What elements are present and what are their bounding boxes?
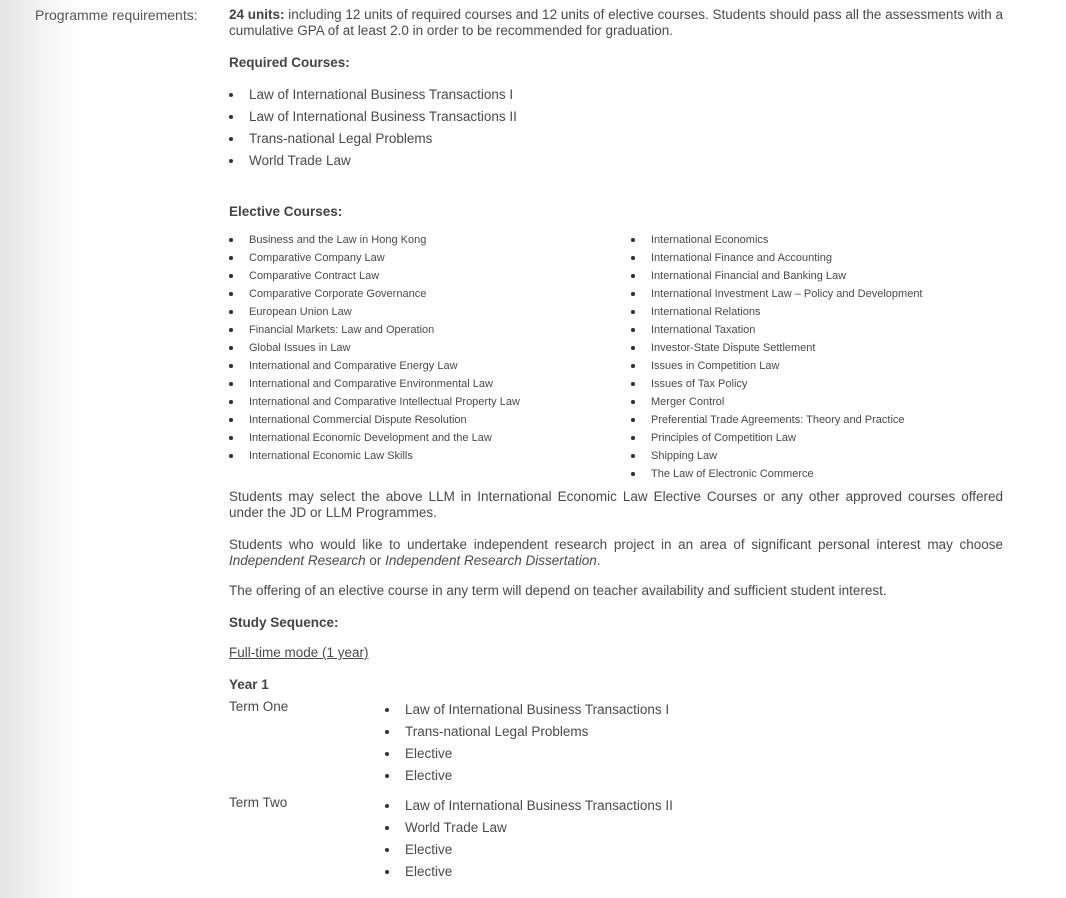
independent-research-dissertation-term: Independent Research Dissertation — [385, 553, 597, 568]
elective-courses-heading: Elective Courses: — [229, 204, 343, 219]
list-item: International Commercial Dispute Resolution — [229, 411, 520, 429]
list-item: World Trade Law — [385, 817, 1003, 839]
list-item: Issues of Tax Policy — [631, 375, 923, 393]
list-item: Elective — [385, 861, 1003, 883]
list-item: European Union Law — [229, 303, 520, 321]
list-item: Law of International Business Transactions II — [385, 795, 1003, 817]
list-item: International Economic Law Skills — [229, 447, 520, 465]
list-item: Global Issues in Law — [229, 339, 520, 357]
list-item: Shipping Law — [631, 447, 923, 465]
programme-requirements-label: Programme requirements: — [35, 7, 198, 23]
intro-text: including 12 units of required courses and 12 units of elective courses. Students should pass all the assessments with a cumulative GPA of at least 2.0 in order to be recommended for graduation. — [229, 7, 1003, 38]
elective-list-left — [229, 231, 520, 465]
term-two-row — [229, 795, 1003, 883]
or-text: or — [365, 553, 386, 568]
approved-courses-paragraph: Students may select the above LLM in International Economic Law Elective Courses or any other approved courses offered under the JD or LLM Programmes. — [229, 489, 1003, 520]
list-item: International Financial and Banking Law — [631, 267, 923, 285]
independent-research-paragraph — [229, 537, 1003, 569]
year-1-heading: Year 1 — [229, 677, 269, 692]
list-item: World Trade Law — [229, 150, 1003, 172]
required-courses-list — [229, 84, 1003, 172]
elective-list-right — [631, 231, 923, 483]
full-time-mode-link: Full-time mode (1 year) — [229, 645, 369, 660]
term-one-list — [385, 699, 1003, 787]
list-item: Issues in Competition Law — [631, 357, 923, 375]
list-item: Elective — [385, 839, 1003, 861]
list-item: Trans-national Legal Problems — [229, 128, 1003, 150]
list-item: International Economic Development and the Law — [229, 429, 520, 447]
list-item: Principles of Competition Law — [631, 429, 923, 447]
study-sequence-heading: Study Sequence: — [229, 615, 339, 630]
list-item: Comparative Company Law — [229, 249, 520, 267]
list-item: Merger Control — [631, 393, 923, 411]
list-item: Elective — [385, 743, 1003, 765]
left-margin-shade — [0, 0, 80, 898]
list-item: International and Comparative Energy Law — [229, 357, 520, 375]
list-item: Elective — [385, 765, 1003, 787]
list-item: Financial Markets: Law and Operation — [229, 321, 520, 339]
main-content — [229, 7, 1003, 883]
term-two-list — [385, 795, 1003, 883]
list-item: Law of International Business Transactions I — [229, 84, 1003, 106]
units-bold: 24 units: — [229, 7, 285, 22]
list-item: International Relations — [631, 303, 923, 321]
list-item: Law of International Business Transactions I — [385, 699, 1003, 721]
list-item: Trans-national Legal Problems — [385, 721, 1003, 743]
list-item: International Investment Law – Policy and Development — [631, 285, 923, 303]
independent-research-term: Independent Research — [229, 553, 366, 568]
term-one-label: Term One — [229, 699, 289, 714]
research-text: Students who would like to undertake independent research project in an area of significant personal interest may choose — [229, 537, 1003, 552]
term-two-label: Term Two — [229, 795, 288, 810]
list-item: Comparative Corporate Governance — [229, 285, 520, 303]
period-text: . — [596, 553, 601, 568]
list-item: Law of International Business Transactions II — [229, 106, 1003, 128]
list-item: International Finance and Accounting — [631, 249, 923, 267]
list-item: International and Comparative Intellectual Property Law — [229, 393, 520, 411]
list-item: International and Comparative Environmental Law — [229, 375, 520, 393]
list-item: The Law of Electronic Commerce — [631, 465, 923, 483]
elective-courses-columns — [229, 231, 1003, 483]
list-item: Investor-State Dispute Settlement — [631, 339, 923, 357]
offering-paragraph: The offering of an elective course in any term will depend on teacher availability and sufficient student interest. — [229, 583, 887, 598]
term-one-row — [229, 699, 1003, 787]
required-courses-heading: Required Courses: — [229, 55, 350, 70]
list-item: Comparative Contract Law — [229, 267, 520, 285]
list-item: International Economics — [631, 231, 923, 249]
list-item: Preferential Trade Agreements: Theory and Practice — [631, 411, 923, 429]
intro-paragraph — [229, 7, 1003, 39]
list-item: International Taxation — [631, 321, 923, 339]
list-item: Business and the Law in Hong Kong — [229, 231, 520, 249]
